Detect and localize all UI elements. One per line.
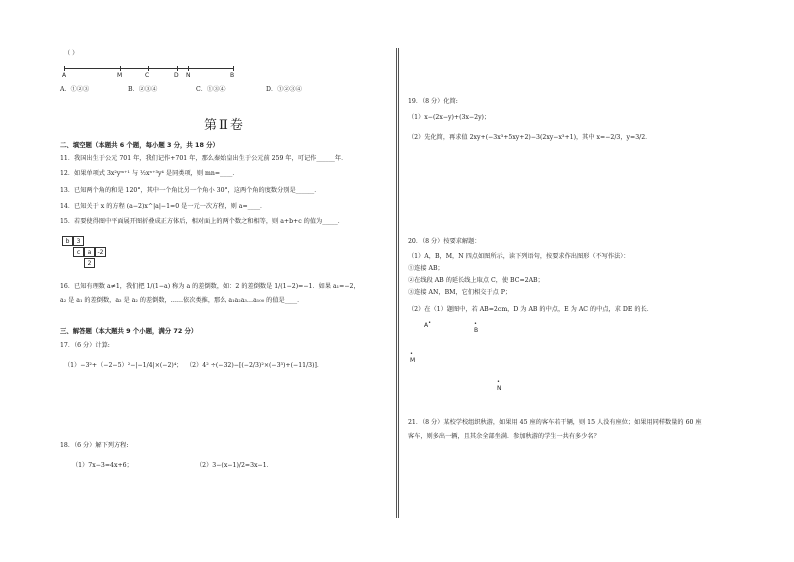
net-cell: 3 <box>73 236 84 246</box>
question-18-2: （2）3−(x−1)/2=3x−1． <box>196 462 273 469</box>
question-19: 19．（8 分）化简: <box>408 98 458 105</box>
point-label: D <box>174 72 179 79</box>
net-cell: c <box>73 247 84 257</box>
point-m: • M <box>410 351 416 364</box>
question-20: 20．（8 分）按要求解题： <box>408 238 481 245</box>
question-20-2: （2）在（1）题图中，若 AB=2cm，D 为 AB 的中点，E 为 AC 的中点，求 DE 的长． <box>408 306 653 313</box>
top-blank: （ ） <box>64 50 79 57</box>
column-divider-2 <box>396 48 397 518</box>
point-a: A• <box>424 320 432 329</box>
question-17-2: （2）4² ÷(−32)−[(−2/3)²×(−3³)+(−11/3)]． <box>186 362 324 369</box>
question-14: 14．已知关于 x 的方程 (a−2)x^|a|−1=0 是一元一次方程，则 a=____． <box>60 203 267 210</box>
question-20-b: ②在线段 AB 的延长线上取点 C，使 BC=2AB； <box>408 277 544 284</box>
answer-heading: 三、解答题（本大题共 9 个小题，满分 72 分） <box>60 327 198 335</box>
question-19-1: （1）x−(2x−y)+(3x−2y)； <box>408 114 491 121</box>
question-19-2: （2）先化简，再求值 2xy+(−3x³+5xy+2)−3(2xy−x³+1)，其中 x=−2/3，y=3/2． <box>408 134 652 141</box>
column-divider <box>398 48 399 518</box>
question-16-line1: 16．已知有理数 a≠1，我们把 1/(1−a) 称为 a 的差倒数，如：2 的差倒数是 1/(1−2)=−1．如果 a₁=−2，a₂ 是 a₁ 的差倒数，a₃ 是 a₂ 的差倒数，……依次类推，那么 a₁a₂a₃…a₁₀₀ 的值是____． <box>60 283 360 304</box>
question-15: 15．若要使得图中平面展开图折叠成正方体后，相对面上的两个数之和相等，则 a+b+c 的值为_____． <box>60 218 344 225</box>
question-18: 18．（6 分）解下列方程: <box>60 442 129 449</box>
point-label: A <box>62 72 67 79</box>
question-13: 13．已知两个角的和是 120°，其中一个角比另一个角小 30°，这两个角的度数分别是______． <box>60 187 321 194</box>
net-cell: 2 <box>84 258 95 268</box>
fill-blank-heading: 二、填空题（本题共 6 个题，每小题 3 分，共 18 分） <box>60 141 219 149</box>
point-n: • N <box>497 379 502 392</box>
question-20-1: （1）A，B，M，N 四点如图所示，读下列语句，按要求作出图形（不写作法）： <box>408 253 630 260</box>
question-17-1: （1）−3²+（−2−5）²−|−1/4|×(−2)⁴； <box>64 362 183 369</box>
point-label: C <box>145 72 150 79</box>
point-label: N <box>186 72 191 79</box>
section-title: 第Ⅱ卷 <box>204 118 245 133</box>
option-b: B．②③④ <box>128 86 158 93</box>
option-d: D．①②③④ <box>266 86 302 93</box>
question-18-1: （1）7x−3=4x+6； <box>72 462 133 469</box>
net-cell: b <box>62 236 73 246</box>
option-c: C．①③④ <box>196 86 226 93</box>
net-cell: -2 <box>95 247 106 257</box>
net-cell: a <box>84 247 95 257</box>
point-label: B <box>230 72 235 79</box>
question-11: 11．我国出生于公元 701 年，我们记作+701 年，那么秦始皇出生于公元前 259 年，可记作______年． <box>60 155 348 162</box>
point-label: M <box>117 72 123 79</box>
option-a: A．①②③ <box>60 86 90 93</box>
question-17: 17．（6 分）计算: <box>60 342 110 349</box>
question-20-c: ③连接 AN，BM，它们相交于点 P； <box>408 289 512 296</box>
question-20-a: ①连接 AB； <box>408 265 444 272</box>
question-12: 12．如果单项式 3x²yᵐ⁺¹ 与 ½xⁿ⁺³y⁴ 是同类项，则 mn=____． <box>60 170 239 177</box>
point-b: • B <box>474 321 479 334</box>
question-21: 21．（8 分）某校学校组织秋游，如果用 45 座的客车若干辆，则 15 人没有座位；如果用同样数量的 60 座 <box>408 419 702 426</box>
question-21-cont: 客车，则多出一辆，且其余全部坐满．参加秋游的学生一共有多少名？ <box>408 433 600 440</box>
